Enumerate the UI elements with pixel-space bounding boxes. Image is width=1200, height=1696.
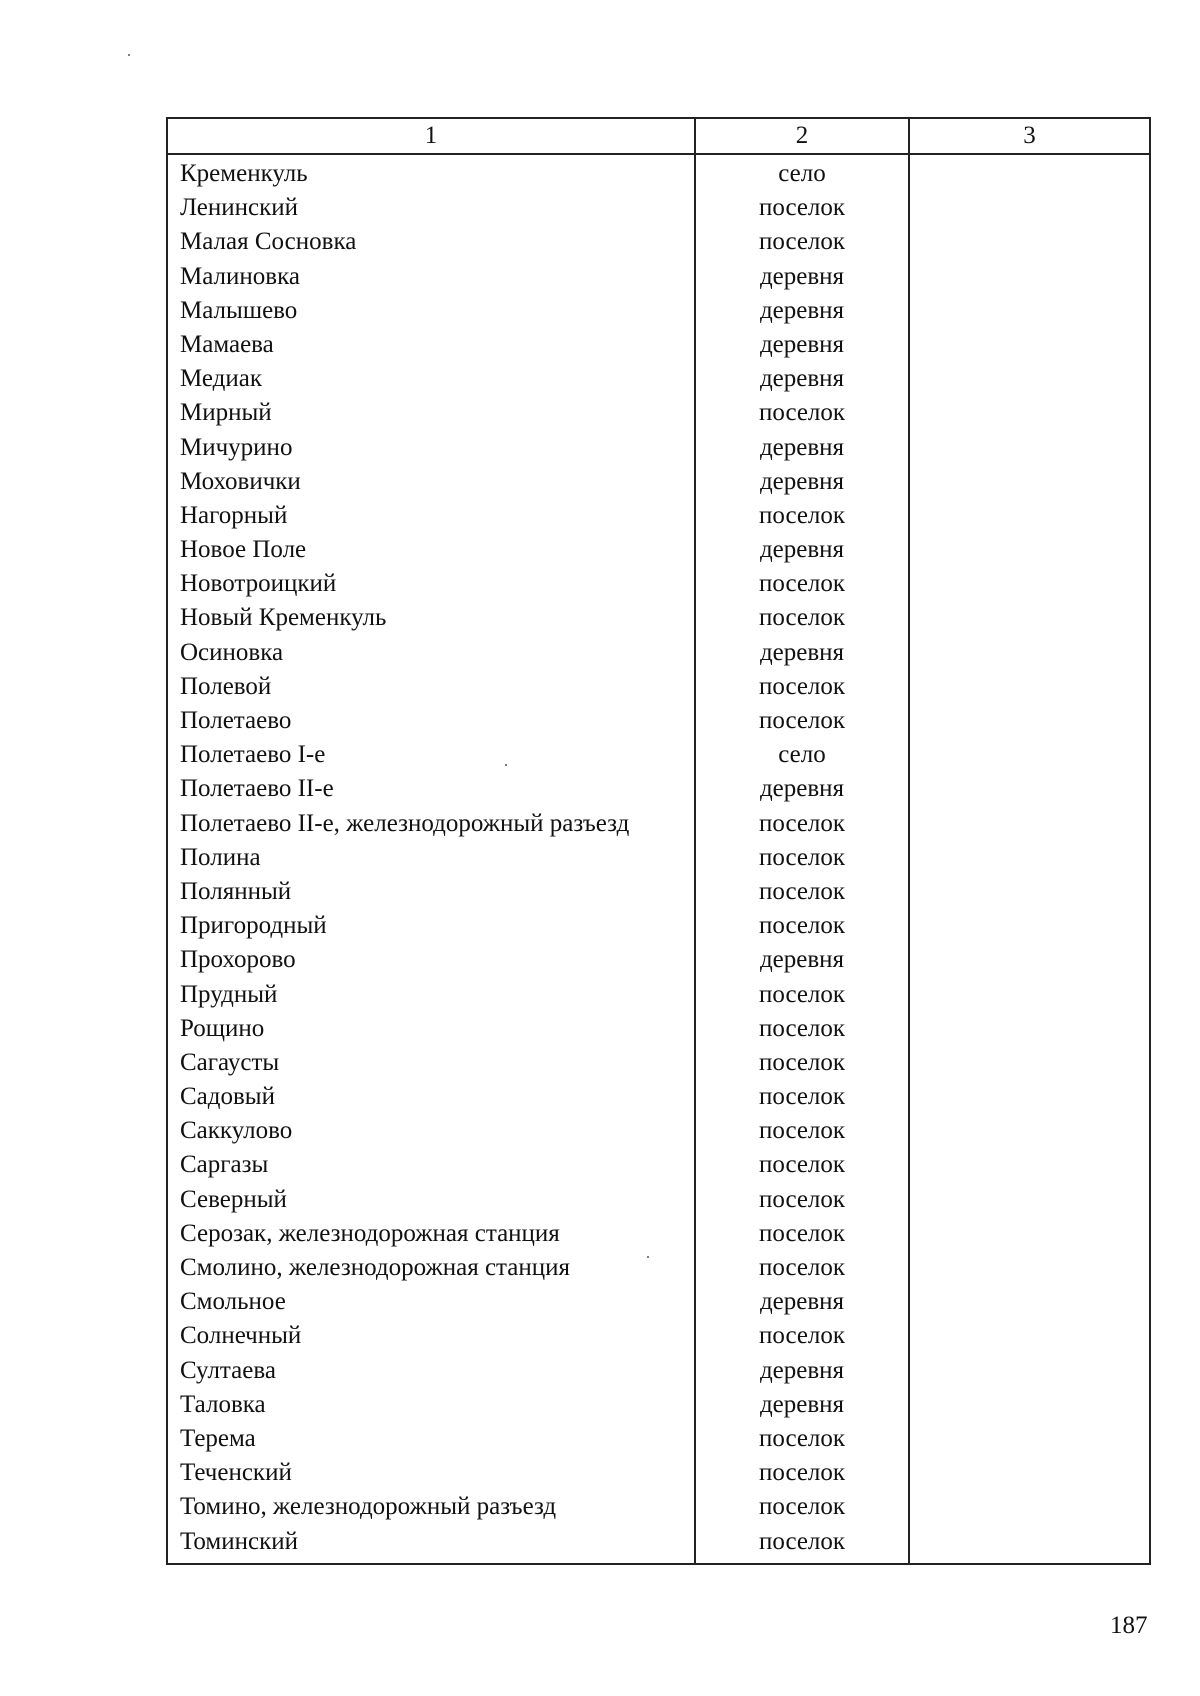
settlement-name-cell: Осиновка xyxy=(180,638,284,666)
page-number: 187 xyxy=(1110,1612,1148,1639)
settlement-type-column xyxy=(694,155,908,1563)
empty-cell xyxy=(910,1490,1149,1524)
settlement-type-cell: деревня xyxy=(759,296,845,324)
settlement-name-cell: Полина xyxy=(180,843,261,871)
settlement-type-cell: поселок xyxy=(758,1424,846,1452)
settlement-name-cell: Терема xyxy=(180,1424,256,1452)
settlement-name-cell: Нагорный xyxy=(180,501,288,529)
column-header-1: 1 xyxy=(424,122,438,149)
settlement-type-cell: село xyxy=(778,741,826,769)
empty-cell xyxy=(910,978,1149,1012)
empty-cell xyxy=(910,191,1149,225)
empty-cell xyxy=(910,1148,1149,1182)
settlement-type-cell: деревня xyxy=(759,1390,845,1418)
empty-cell xyxy=(910,636,1149,670)
settlement-name-cell: Томинский xyxy=(180,1527,298,1555)
settlement-name-cell: Прудный xyxy=(180,980,278,1008)
settlement-name-cell: Полетаево II-е, железнодорожный разъезд xyxy=(180,809,630,837)
settlement-type-cell: поселок xyxy=(758,570,846,598)
empty-cell xyxy=(910,260,1149,294)
empty-cell xyxy=(910,396,1149,430)
empty-cell xyxy=(910,909,1149,943)
empty-cell xyxy=(910,328,1149,362)
settlement-type-cell: деревня xyxy=(759,1288,845,1316)
empty-cell xyxy=(910,1080,1149,1114)
settlement-type-cell: поселок xyxy=(758,1493,846,1521)
column-header-3: 3 xyxy=(908,119,1149,153)
settlement-type-cell: деревня xyxy=(759,536,845,564)
empty-cell xyxy=(910,225,1149,259)
empty-cell xyxy=(910,1319,1149,1353)
settlement-type-cell: поселок xyxy=(758,1527,846,1555)
settlement-name-cell: Малая Сосновка xyxy=(180,228,357,256)
settlement-name-cell: Султаева xyxy=(180,1356,276,1384)
settlement-name-cell: Кременкуль xyxy=(180,160,308,187)
settlement-name-cell: Полетаево xyxy=(180,707,292,734)
settlement-name-cell: Мамаева xyxy=(180,330,274,358)
settlement-name-cell: Таловка xyxy=(180,1390,266,1418)
empty-cell xyxy=(910,157,1149,191)
empty-cell xyxy=(910,1183,1149,1217)
settlement-name-cell: Моховички xyxy=(180,467,301,495)
empty-cell xyxy=(910,704,1149,738)
settlement-name-cell: Ленинский xyxy=(180,194,299,222)
settlement-name-column xyxy=(168,155,694,1563)
empty-cell xyxy=(910,1525,1149,1559)
column-header-2: 2 xyxy=(694,119,908,153)
settlement-type-cell: деревня xyxy=(759,775,845,803)
empty-cell xyxy=(910,1012,1149,1046)
settlement-type-cell: деревня xyxy=(759,467,845,495)
settlement-type-cell: поселок xyxy=(758,1083,846,1111)
settlement-type-cell: поселок xyxy=(758,604,846,632)
empty-cell xyxy=(910,499,1149,533)
settlement-type-cell: поселок xyxy=(758,980,846,1008)
settlement-type-cell: деревня xyxy=(759,330,845,358)
settlement-name-cell: Саргазы xyxy=(180,1151,269,1179)
settlement-name-cell: Полетаево II-е xyxy=(180,775,334,803)
settlement-name-cell: Медиак xyxy=(180,365,263,393)
settlement-name-cell: Полетаево I-е xyxy=(180,741,326,769)
settlement-type-cell: поселок xyxy=(758,1185,846,1213)
empty-cell xyxy=(910,1388,1149,1422)
empty-cell xyxy=(910,875,1149,909)
settlement-type-cell: поселок xyxy=(758,1117,846,1145)
settlement-type-cell: деревня xyxy=(759,1356,845,1384)
settlement-type-cell: деревня xyxy=(759,262,845,290)
empty-cell xyxy=(910,533,1149,567)
empty-cell xyxy=(910,1354,1149,1388)
empty-cell xyxy=(910,670,1149,704)
settlement-name-cell: Новотроицкий xyxy=(180,570,337,598)
settlement-name-cell: Теченский xyxy=(180,1459,292,1487)
settlement-name-cell: Смольное xyxy=(180,1288,286,1316)
empty-cell xyxy=(910,567,1149,601)
empty-cell xyxy=(910,1456,1149,1490)
empty-cell xyxy=(910,1251,1149,1285)
settlement-type-cell: поселок xyxy=(758,194,846,222)
settlement-type-cell: деревня xyxy=(759,946,845,974)
settlement-name-cell: Мирный xyxy=(180,399,272,427)
settlement-type-cell: поселок xyxy=(758,877,846,905)
settlement-name-cell: Садовый xyxy=(180,1083,275,1111)
settlement-type-cell: поселок xyxy=(758,1014,846,1042)
settlement-type-cell: поселок xyxy=(758,843,846,871)
settlement-type-cell: поселок xyxy=(758,672,846,700)
settlement-type-cell: поселок xyxy=(758,1322,846,1350)
settlement-type-cell: поселок xyxy=(758,399,846,427)
empty-cell xyxy=(910,294,1149,328)
settlement-name-cell: Серозак, железнодорожная станция xyxy=(180,1219,560,1247)
settlement-name-cell: Мичурино xyxy=(180,433,293,461)
settlement-name-cell: Новое Поле xyxy=(180,536,307,564)
settlement-type-cell: поселок xyxy=(758,1219,846,1247)
settlement-type-cell: поселок xyxy=(758,809,846,837)
settlement-type-cell: село xyxy=(778,160,826,187)
empty-cell xyxy=(910,431,1149,465)
settlement-name-cell: Полянный xyxy=(180,877,292,905)
empty-cell xyxy=(910,1217,1149,1251)
settlement-name-cell: Смолино, железнодорожная станция xyxy=(180,1254,571,1281)
scan-speck xyxy=(128,54,130,56)
empty-cell xyxy=(910,1046,1149,1080)
settlement-type-cell: поселок xyxy=(758,228,846,256)
settlement-type-cell: поселок xyxy=(758,1254,846,1281)
settlement-name-cell: Малиновка xyxy=(180,262,300,290)
settlement-type-cell: поселок xyxy=(758,1151,846,1179)
empty-cell xyxy=(910,943,1149,977)
settlement-name-cell: Сагаусты xyxy=(180,1048,280,1076)
settlement-name-cell: Томино, железнодорожный разъезд xyxy=(180,1493,557,1521)
settlement-type-cell: поселок xyxy=(758,501,846,529)
settlement-type-cell: поселок xyxy=(758,912,846,940)
settlement-type-cell: деревня xyxy=(759,433,845,461)
settlement-name-cell: Пригородный xyxy=(180,912,327,940)
empty-cell xyxy=(910,1285,1149,1319)
settlement-type-cell: поселок xyxy=(758,1048,846,1076)
empty-cell xyxy=(910,772,1149,806)
settlement-name-cell: Прохорово xyxy=(180,946,296,974)
empty-cell xyxy=(910,1422,1149,1456)
empty-cell xyxy=(910,841,1149,875)
settlements-table xyxy=(166,117,1151,1565)
settlement-name-cell: Полевой xyxy=(180,672,272,700)
table-header-row xyxy=(168,119,1149,155)
table-body xyxy=(168,155,1149,1563)
empty-cell xyxy=(910,1114,1149,1148)
settlement-name-cell: Саккулово xyxy=(180,1117,293,1145)
empty-third-column xyxy=(908,155,1149,1563)
empty-cell xyxy=(910,465,1149,499)
settlement-name-cell: Северный xyxy=(180,1185,287,1213)
empty-cell xyxy=(910,807,1149,841)
settlement-type-cell: деревня xyxy=(759,365,845,393)
empty-cell xyxy=(910,738,1149,772)
settlement-type-cell: поселок xyxy=(758,1459,846,1487)
settlement-type-cell: поселок xyxy=(758,707,846,734)
settlement-name-cell: Малышево xyxy=(180,296,298,324)
empty-cell xyxy=(910,362,1149,396)
settlement-name-cell: Новый Кременкуль xyxy=(180,604,387,632)
empty-cell xyxy=(910,601,1149,635)
settlement-type-cell: деревня xyxy=(759,638,845,666)
settlement-name-cell: Рощино xyxy=(180,1014,265,1042)
settlement-name-cell: Солнечный xyxy=(180,1322,302,1350)
